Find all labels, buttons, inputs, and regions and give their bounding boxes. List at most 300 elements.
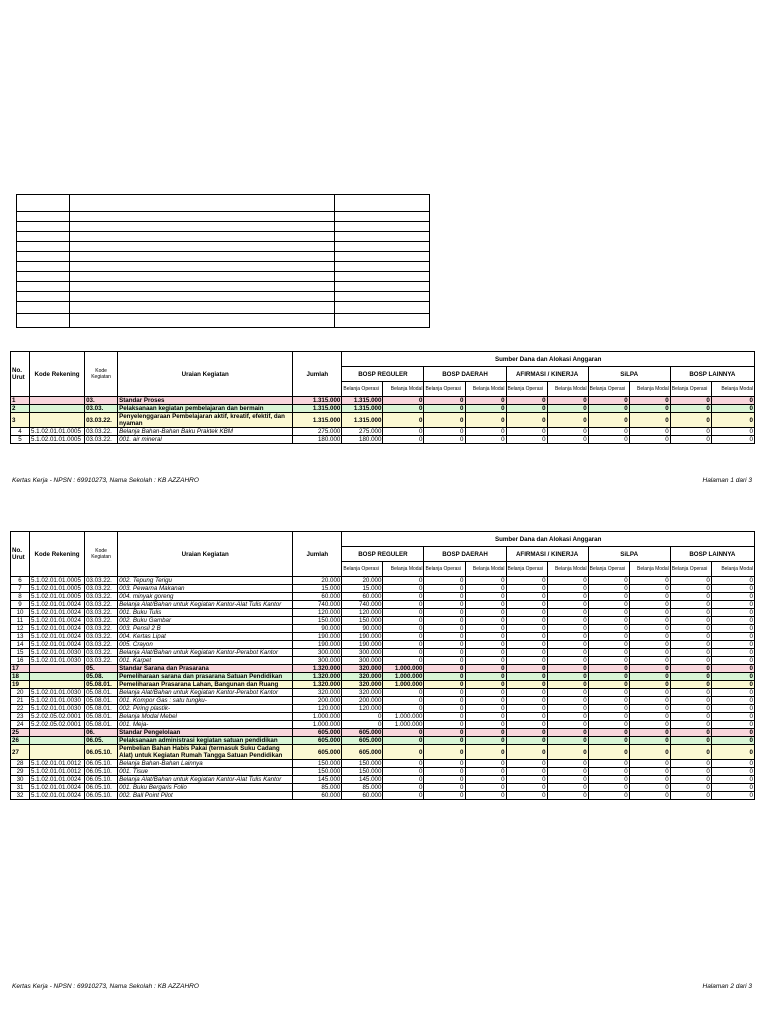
- header-kode-kegiatan: Kode Kegiatan: [85, 532, 118, 577]
- cell-amount: 0: [547, 641, 588, 649]
- budget-table-page-2: [10, 531, 755, 800]
- cell-amount: 0: [670, 737, 711, 745]
- table-row: [11, 665, 755, 673]
- cell-kode-rekening: [30, 665, 85, 673]
- cell-no-urut: 13: [11, 633, 30, 641]
- header-belanja-operasi: Belanja Operasi: [424, 562, 465, 577]
- cell-amount: 0: [383, 633, 424, 641]
- cell-amount: 0: [506, 413, 547, 428]
- cell-amount: 0: [629, 609, 670, 617]
- cell-amount: 0: [670, 760, 711, 768]
- cell-amount: 0: [629, 577, 670, 585]
- cell-amount: 0: [383, 657, 424, 665]
- cell-amount: 0: [588, 689, 629, 697]
- cell-kode-kegiatan: 05.08.01.: [85, 689, 118, 697]
- cell-no-urut: 8: [11, 593, 30, 601]
- cell-kode-rekening: 5.1.02.01.01.0030: [30, 705, 85, 713]
- cell-uraian: 001. Kompor Gas : satu tungku-: [118, 697, 293, 705]
- cell-amount: 0: [629, 697, 670, 705]
- table-row: [11, 729, 755, 737]
- table-row: [11, 721, 755, 729]
- cell-amount: 0: [465, 705, 506, 713]
- cell-kode-kegiatan: 03.03.22.: [85, 413, 118, 428]
- cell-amount: 0: [670, 593, 711, 601]
- cell-amount: 0: [629, 625, 670, 633]
- cell-kode-kegiatan: 05.: [85, 665, 118, 673]
- cell-kode-rekening: [30, 681, 85, 689]
- cell-amount: 0: [588, 593, 629, 601]
- cell-amount: 0: [424, 413, 465, 428]
- header-sumber-dana: Sumber Dana dan Alokasi Anggaran: [342, 352, 755, 367]
- cell-kode-kegiatan: 03.03.22.: [85, 625, 118, 633]
- table-row: [11, 784, 755, 792]
- cell-uraian: 001. Tisue: [118, 768, 293, 776]
- cell-amount: 0: [547, 665, 588, 673]
- empty-row: [17, 262, 430, 272]
- cell-amount: 0: [506, 665, 547, 673]
- cell-amount: 0: [588, 792, 629, 800]
- table-row: [11, 413, 755, 428]
- cell-amount: 0: [383, 760, 424, 768]
- cell-amount: 0: [629, 617, 670, 625]
- cell-amount: 0: [629, 689, 670, 697]
- cell-amount: 0: [383, 745, 424, 760]
- cell-uraian: 001. Meja-: [118, 721, 293, 729]
- cell-kode-rekening: 5.1.02.01.01.0012: [30, 768, 85, 776]
- cell-kode-kegiatan: 05.08.01.: [85, 697, 118, 705]
- cell-amount: 1.000.000: [383, 665, 424, 673]
- cell-amount: 0: [424, 745, 465, 760]
- cell-amount: 0: [547, 601, 588, 609]
- header-sumber-dana: Sumber Dana dan Alokasi Anggaran: [342, 532, 755, 547]
- empty-row: [17, 272, 430, 282]
- cell-amount: 0: [424, 428, 465, 436]
- cell-kode-kegiatan: 03.03.22.: [85, 585, 118, 593]
- cell-kode-rekening: 5.1.02.01.01.0005: [30, 436, 85, 444]
- cell-amount: 150.000: [342, 768, 383, 776]
- cell-no-urut: 27: [11, 745, 30, 760]
- cell-amount: 20.000: [342, 577, 383, 585]
- cell-kode-kegiatan: 03.03.22.: [85, 633, 118, 641]
- empty-row: [17, 212, 430, 222]
- empty-row: [17, 195, 430, 212]
- cell-no-urut: 32: [11, 792, 30, 800]
- header-source-1: BOSP DAERAH: [424, 367, 506, 382]
- cell-amount: 0: [506, 593, 547, 601]
- cell-amount: 0: [711, 397, 754, 405]
- cell-amount: 0: [383, 593, 424, 601]
- cell-amount: 0: [465, 585, 506, 593]
- header-belanja-operasi: Belanja Operasi: [670, 382, 711, 397]
- cell-jumlah: 605.000: [293, 729, 342, 737]
- cell-amount: 0: [506, 784, 547, 792]
- cell-uraian: Belanja Alat/Bahan untuk Kegiatan Kantor-Alat Tulis Kantor: [118, 776, 293, 784]
- cell-no-urut: 14: [11, 641, 30, 649]
- cell-amount: 0: [424, 689, 465, 697]
- cell-kode-rekening: 5.1.02.01.01.0005: [30, 593, 85, 601]
- cell-amount: 0: [670, 784, 711, 792]
- cell-no-urut: 7: [11, 585, 30, 593]
- cell-amount: 0: [588, 657, 629, 665]
- cell-uraian: 002. Tepung Terigu: [118, 577, 293, 585]
- cell-kode-kegiatan: 03.: [85, 397, 118, 405]
- cell-amount: 0: [383, 697, 424, 705]
- empty-identity-table: [16, 194, 430, 328]
- header-belanja-operasi: Belanja Operasi: [588, 562, 629, 577]
- cell-amount: 0: [711, 609, 754, 617]
- cell-amount: 0: [383, 784, 424, 792]
- cell-amount: 0: [547, 649, 588, 657]
- cell-kode-kegiatan: 03.03.22.: [85, 577, 118, 585]
- cell-amount: 0: [588, 673, 629, 681]
- footer-right-page-2: Halaman 2 dari 3: [702, 983, 752, 990]
- cell-amount: 0: [547, 776, 588, 784]
- cell-uraian: 002. Piring plastik-: [118, 705, 293, 713]
- cell-amount: 1.000.000: [383, 673, 424, 681]
- cell-jumlah: 150.000: [293, 768, 342, 776]
- cell-no-urut: 24: [11, 721, 30, 729]
- header-source-2: AFIRMASI / KINERJA: [506, 367, 588, 382]
- table-row: [11, 641, 755, 649]
- table-row: [11, 601, 755, 609]
- cell-amount: 0: [383, 428, 424, 436]
- cell-kode-rekening: 5.1.02.01.01.0024: [30, 625, 85, 633]
- cell-amount: 605.000: [342, 729, 383, 737]
- table-row: [11, 705, 755, 713]
- cell-amount: 0: [383, 585, 424, 593]
- cell-amount: 0: [711, 577, 754, 585]
- cell-no-urut: 29: [11, 768, 30, 776]
- cell-amount: 0: [670, 768, 711, 776]
- cell-no-urut: 21: [11, 697, 30, 705]
- table-row: [11, 593, 755, 601]
- cell-amount: 0: [424, 768, 465, 776]
- cell-no-urut: 26: [11, 737, 30, 745]
- cell-amount: 0: [424, 681, 465, 689]
- header-belanja-modal: Belanja Modal: [711, 562, 754, 577]
- cell-kode-kegiatan: 05.08.01.: [85, 721, 118, 729]
- cell-no-urut: 9: [11, 601, 30, 609]
- cell-amount: 1.000.000: [383, 713, 424, 721]
- cell-kode-kegiatan: 06.05.10.: [85, 768, 118, 776]
- table-row: [11, 737, 755, 745]
- cell-kode-kegiatan: 03.03.22.: [85, 617, 118, 625]
- cell-amount: 0: [547, 697, 588, 705]
- cell-kode-kegiatan: 03.03.22.: [85, 609, 118, 617]
- cell-uraian: Belanja Bahan-Bahan Baku Praktek KBM: [118, 428, 293, 436]
- cell-amount: 0: [629, 713, 670, 721]
- cell-amount: 0: [506, 436, 547, 444]
- header-uraian-kegiatan: Uraian Kegiatan: [118, 532, 293, 577]
- cell-amount: 0: [670, 601, 711, 609]
- header-no-urut: No. Urut: [11, 532, 30, 577]
- table-row: [11, 713, 755, 721]
- cell-amount: 0: [547, 760, 588, 768]
- cell-amount: 0: [506, 768, 547, 776]
- cell-no-urut: 3: [11, 413, 30, 428]
- cell-amount: 320.000: [342, 665, 383, 673]
- cell-kode-rekening: 5.1.02.01.01.0030: [30, 697, 85, 705]
- cell-kode-kegiatan: 03.03.22.: [85, 649, 118, 657]
- cell-jumlah: 120.000: [293, 609, 342, 617]
- cell-kode-kegiatan: 06.05.10.: [85, 784, 118, 792]
- cell-uraian: Pemeliharaan sarana dan prasarana Satuan Pendidikan: [118, 673, 293, 681]
- cell-amount: 145.000: [342, 776, 383, 784]
- cell-amount: 0: [629, 729, 670, 737]
- cell-amount: 0: [465, 617, 506, 625]
- cell-no-urut: 23: [11, 713, 30, 721]
- cell-kode-kegiatan: 05.08.: [85, 673, 118, 681]
- cell-amount: 0: [670, 721, 711, 729]
- table-row: [11, 697, 755, 705]
- cell-amount: 0: [383, 413, 424, 428]
- cell-amount: 300.000: [342, 649, 383, 657]
- cell-amount: 0: [670, 681, 711, 689]
- cell-amount: 0: [588, 585, 629, 593]
- cell-amount: 0: [670, 713, 711, 721]
- cell-kode-rekening: 5.1.02.01.01.0024: [30, 792, 85, 800]
- cell-kode-kegiatan: 03.03.22.: [85, 641, 118, 649]
- cell-amount: 0: [547, 737, 588, 745]
- cell-no-urut: 5: [11, 436, 30, 444]
- cell-amount: 0: [506, 721, 547, 729]
- cell-jumlah: 120.000: [293, 705, 342, 713]
- cell-kode-kegiatan: 06.05.10.: [85, 776, 118, 784]
- cell-kode-kegiatan: 03.03.22.: [85, 601, 118, 609]
- cell-amount: 0: [670, 697, 711, 705]
- header-source-0: BOSP REGULER: [342, 367, 424, 382]
- cell-kode-rekening: 5.1.02.01.01.0024: [30, 609, 85, 617]
- cell-amount: 0: [588, 713, 629, 721]
- cell-amount: 0: [424, 601, 465, 609]
- cell-uraian: 001. Buku Bergaris Folio: [118, 784, 293, 792]
- cell-amount: 0: [342, 721, 383, 729]
- cell-amount: 0: [629, 585, 670, 593]
- cell-amount: 0: [424, 577, 465, 585]
- cell-amount: 0: [465, 737, 506, 745]
- cell-amount: 0: [547, 577, 588, 585]
- header-belanja-modal: Belanja Modal: [629, 382, 670, 397]
- cell-amount: 0: [424, 617, 465, 625]
- cell-amount: 0: [588, 760, 629, 768]
- cell-amount: 0: [424, 593, 465, 601]
- cell-amount: 0: [424, 713, 465, 721]
- cell-amount: 0: [465, 745, 506, 760]
- cell-kode-kegiatan: 06.05.10.: [85, 745, 118, 760]
- cell-amount: 0: [629, 792, 670, 800]
- cell-amount: 0: [711, 689, 754, 697]
- cell-amount: 0: [711, 721, 754, 729]
- header-belanja-modal: Belanja Modal: [383, 562, 424, 577]
- cell-amount: 0: [629, 745, 670, 760]
- cell-jumlah: 320.000: [293, 689, 342, 697]
- cell-amount: 0: [506, 625, 547, 633]
- header-belanja-modal: Belanja Modal: [465, 382, 506, 397]
- cell-amount: 0: [670, 705, 711, 713]
- cell-amount: 0: [711, 737, 754, 745]
- cell-amount: 0: [506, 633, 547, 641]
- cell-uraian: Pembelian Bahan Habis Pakai (termasuk Suku Cadang Alat) untuk Kegiatan Rumah Tangga Satuan Pendidikan: [118, 745, 293, 760]
- cell-amount: 0: [465, 681, 506, 689]
- cell-jumlah: 1.000.000: [293, 721, 342, 729]
- cell-amount: 0: [629, 760, 670, 768]
- cell-amount: 0: [506, 397, 547, 405]
- cell-amount: 0: [465, 436, 506, 444]
- table-row: [11, 768, 755, 776]
- cell-amount: 0: [711, 792, 754, 800]
- cell-amount: 0: [424, 776, 465, 784]
- cell-amount: 0: [506, 428, 547, 436]
- cell-amount: 0: [588, 665, 629, 673]
- cell-amount: 0: [588, 768, 629, 776]
- header-belanja-operasi: Belanja Operasi: [588, 382, 629, 397]
- cell-amount: 0: [424, 737, 465, 745]
- cell-amount: 0: [383, 776, 424, 784]
- cell-no-urut: 28: [11, 760, 30, 768]
- cell-amount: 0: [547, 673, 588, 681]
- cell-kode-kegiatan: 05.08.01.: [85, 713, 118, 721]
- header-source-0: BOSP REGULER: [342, 547, 424, 562]
- cell-amount: 0: [424, 657, 465, 665]
- cell-amount: 0: [506, 673, 547, 681]
- cell-uraian: 002. Buku Gambar: [118, 617, 293, 625]
- table-row: [11, 617, 755, 625]
- cell-amount: 0: [465, 633, 506, 641]
- cell-uraian: Belanja Modal Mebel: [118, 713, 293, 721]
- cell-amount: 0: [711, 681, 754, 689]
- cell-amount: 0: [670, 673, 711, 681]
- cell-amount: 0: [711, 729, 754, 737]
- cell-amount: 320.000: [342, 689, 383, 697]
- cell-amount: 0: [711, 405, 754, 413]
- cell-amount: 0: [711, 649, 754, 657]
- cell-uraian: 001. Buku Tulis: [118, 609, 293, 617]
- table-row: [11, 585, 755, 593]
- cell-amount: 1.000.000: [383, 681, 424, 689]
- cell-kode-kegiatan: 06.05.10.: [85, 792, 118, 800]
- cell-amount: 0: [465, 729, 506, 737]
- cell-kode-rekening: 5.1.02.01.01.0005: [30, 428, 85, 436]
- cell-amount: 0: [506, 649, 547, 657]
- header-belanja-operasi: Belanja Operasi: [424, 382, 465, 397]
- cell-amount: 0: [588, 577, 629, 585]
- cell-amount: 0: [506, 745, 547, 760]
- cell-uraian: Pelaksanaan administrasi kegiatan satuan pendidikan: [118, 737, 293, 745]
- cell-amount: 0: [670, 729, 711, 737]
- cell-kode-rekening: 5.1.02.01.01.0030: [30, 649, 85, 657]
- cell-kode-rekening: 5.1.02.01.01.0024: [30, 617, 85, 625]
- cell-amount: 90.000: [342, 625, 383, 633]
- cell-no-urut: 6: [11, 577, 30, 585]
- header-belanja-operasi: Belanja Operasi: [506, 382, 547, 397]
- table-row: [11, 436, 755, 444]
- cell-amount: 0: [424, 641, 465, 649]
- cell-amount: 0: [711, 768, 754, 776]
- cell-amount: 0: [506, 585, 547, 593]
- empty-row: [17, 302, 430, 314]
- cell-no-urut: 22: [11, 705, 30, 713]
- cell-amount: 0: [711, 784, 754, 792]
- cell-amount: 0: [465, 776, 506, 784]
- cell-amount: 0: [424, 585, 465, 593]
- cell-jumlah: 300.000: [293, 657, 342, 665]
- cell-amount: 200.000: [342, 697, 383, 705]
- cell-amount: 0: [588, 641, 629, 649]
- cell-amount: 0: [465, 657, 506, 665]
- cell-kode-rekening: 5.1.02.01.01.0024: [30, 784, 85, 792]
- cell-amount: 0: [383, 768, 424, 776]
- cell-amount: 0: [670, 405, 711, 413]
- cell-amount: 0: [711, 633, 754, 641]
- cell-amount: 0: [547, 585, 588, 593]
- cell-amount: 0: [547, 436, 588, 444]
- budget-table-page-1: [10, 351, 755, 444]
- header-belanja-modal: Belanja Modal: [711, 382, 754, 397]
- cell-amount: 0: [588, 697, 629, 705]
- cell-amount: 0: [670, 436, 711, 444]
- cell-uraian: Belanja Alat/Bahan untuk Kegiatan Kantor-Alat Tulis Kantor: [118, 601, 293, 609]
- cell-amount: 0: [547, 593, 588, 601]
- cell-jumlah: 60.000: [293, 593, 342, 601]
- cell-amount: 0: [711, 673, 754, 681]
- table-row: [11, 792, 755, 800]
- cell-amount: 605.000: [342, 737, 383, 745]
- cell-kode-rekening: 5.1.02.01.01.0030: [30, 657, 85, 665]
- cell-amount: 0: [711, 641, 754, 649]
- cell-amount: 0: [465, 689, 506, 697]
- header-source-1: BOSP DAERAH: [424, 547, 506, 562]
- cell-amount: 0: [465, 625, 506, 633]
- cell-amount: 0: [711, 713, 754, 721]
- cell-jumlah: 275.000: [293, 428, 342, 436]
- table-row: [11, 689, 755, 697]
- cell-amount: 1.315.000: [342, 413, 383, 428]
- header-source-4: BOSP LAINNYA: [670, 547, 754, 562]
- cell-amount: 0: [588, 428, 629, 436]
- cell-kode-kegiatan: 03.03.22.: [85, 436, 118, 444]
- cell-amount: 0: [629, 601, 670, 609]
- cell-uraian: 001. air mineral: [118, 436, 293, 444]
- cell-amount: 0: [711, 625, 754, 633]
- cell-no-urut: 10: [11, 609, 30, 617]
- cell-kode-kegiatan: 03.03.: [85, 405, 118, 413]
- cell-amount: 0: [629, 721, 670, 729]
- empty-row: [17, 292, 430, 302]
- cell-amount: 0: [588, 413, 629, 428]
- cell-kode-rekening: 5.2.02.05.02.0001: [30, 721, 85, 729]
- cell-no-urut: 30: [11, 776, 30, 784]
- cell-kode-kegiatan: 03.03.22.: [85, 593, 118, 601]
- cell-amount: 0: [547, 713, 588, 721]
- cell-no-urut: 17: [11, 665, 30, 673]
- cell-amount: 0: [670, 776, 711, 784]
- cell-amount: 0: [465, 428, 506, 436]
- cell-amount: 150.000: [342, 617, 383, 625]
- table-row: [11, 649, 755, 657]
- header-source-3: SiLPA: [588, 367, 670, 382]
- cell-amount: 0: [383, 737, 424, 745]
- table-row: [11, 633, 755, 641]
- header-belanja-operasi: Belanja Operasi: [342, 562, 383, 577]
- cell-kode-rekening: 5.1.02.01.01.0030: [30, 689, 85, 697]
- cell-amount: 0: [506, 641, 547, 649]
- cell-amount: 0: [711, 413, 754, 428]
- cell-amount: 0: [670, 625, 711, 633]
- cell-uraian: Standar Pengelolaan: [118, 729, 293, 737]
- empty-row: [17, 232, 430, 242]
- cell-amount: 0: [424, 729, 465, 737]
- cell-amount: 0: [629, 428, 670, 436]
